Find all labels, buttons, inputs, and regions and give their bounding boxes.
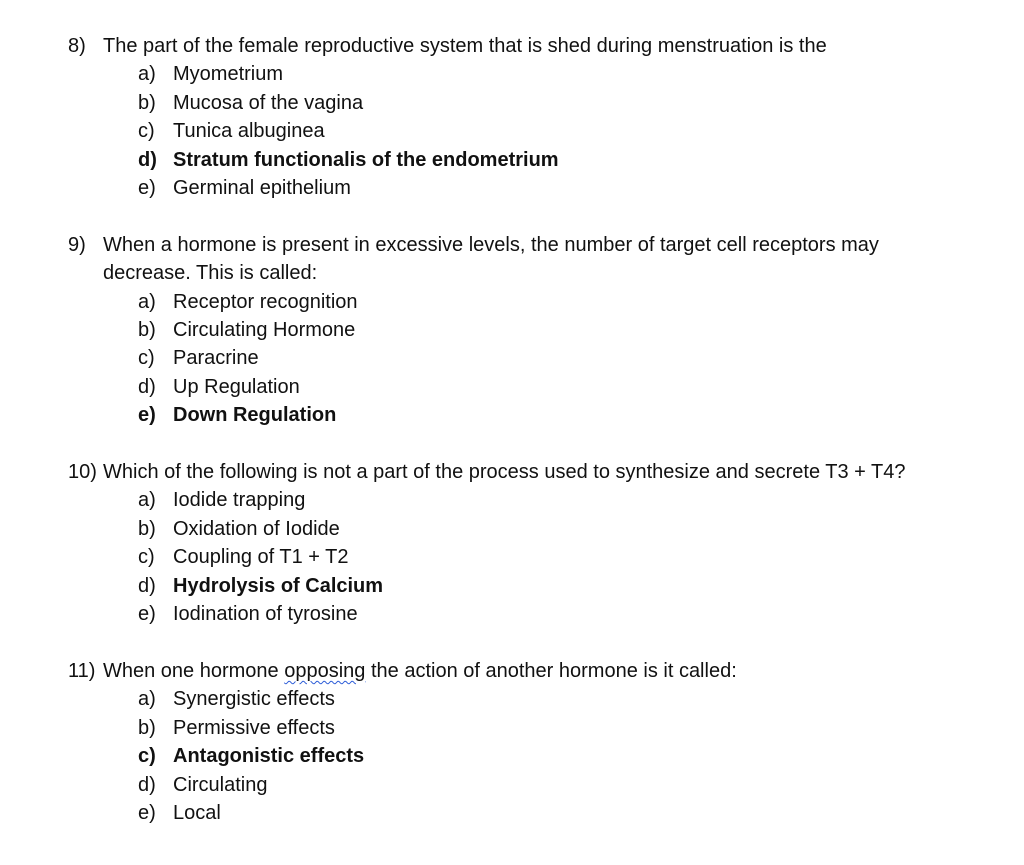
- option-text: Iodide trapping: [173, 489, 306, 512]
- option-d: [0, 771, 1024, 799]
- option-b: [0, 316, 1024, 344]
- question-number: 11): [68, 659, 96, 682]
- option-text: Oxidation of Iodide: [173, 517, 340, 540]
- option-b: [0, 714, 1024, 742]
- option-list: [0, 486, 1024, 628]
- option-letter: d): [138, 375, 156, 398]
- option-a: [0, 288, 1024, 316]
- option-text: Paracrine: [173, 347, 259, 370]
- option-e-answer: [0, 401, 1024, 429]
- option-letter: a): [138, 688, 156, 711]
- option-letter: d): [138, 574, 156, 597]
- option-letter: c): [138, 347, 155, 370]
- question-text-end: the action of another hormone is it called:: [365, 659, 737, 682]
- option-d-answer: [0, 146, 1024, 174]
- question-text: Which of the following is not a part of the process used to synthesize and secrete T3 + T4?: [103, 461, 906, 484]
- option-text: Local: [173, 801, 221, 824]
- option-d: [0, 373, 1024, 401]
- question-text: When a hormone is present in excessive levels, the number of target cell receptors may decrease. This is called:: [103, 233, 879, 285]
- option-text: Hydrolysis of Calcium: [173, 574, 384, 597]
- option-letter: e): [138, 404, 156, 427]
- option-letter: e): [138, 603, 156, 626]
- option-e: [0, 799, 1024, 827]
- option-letter: a): [138, 290, 156, 313]
- option-letter: e): [138, 177, 156, 200]
- question-stem: [0, 458, 1024, 486]
- option-text: Receptor recognition: [173, 290, 358, 313]
- option-letter: b): [138, 91, 156, 114]
- option-list: [0, 60, 1024, 202]
- option-text: Synergistic effects: [173, 688, 335, 711]
- option-e: [0, 600, 1024, 628]
- option-text: Stratum functionalis of the endometrium: [173, 148, 559, 171]
- option-text: Down Regulation: [173, 404, 337, 427]
- option-list: [0, 288, 1024, 430]
- spacer: [0, 430, 1024, 458]
- option-text: Tunica albuginea: [173, 120, 325, 143]
- option-d-answer: [0, 572, 1024, 600]
- option-letter: b): [138, 319, 156, 342]
- option-text: Circulating: [173, 773, 268, 796]
- spacer: [0, 202, 1024, 230]
- question-stem: [0, 657, 1024, 685]
- option-text: Antagonistic effects: [173, 745, 365, 768]
- option-text: Circulating Hormone: [173, 319, 356, 342]
- option-a: [0, 60, 1024, 88]
- option-text: Permissive effects: [173, 716, 335, 739]
- question-9: [0, 231, 1024, 430]
- option-letter: b): [138, 716, 156, 739]
- question-number: 9): [68, 233, 86, 256]
- question-number: 10): [68, 461, 97, 484]
- option-text: Germinal epithelium: [173, 177, 351, 200]
- option-text: Up Regulation: [173, 375, 300, 398]
- option-letter: d): [138, 773, 156, 796]
- question-11: [0, 657, 1024, 827]
- question-stem: [0, 231, 1024, 288]
- option-list: [0, 685, 1024, 827]
- option-text: Coupling of T1 + T2: [173, 546, 349, 569]
- question-text: The part of the female reproductive system that is shed during menstruation is the: [103, 35, 827, 57]
- question-8: [0, 32, 1024, 202]
- option-c: [0, 344, 1024, 372]
- option-b: [0, 89, 1024, 117]
- spacer: [0, 629, 1024, 657]
- option-c: [0, 117, 1024, 145]
- question-text-start: When one hormone: [103, 659, 285, 682]
- option-letter: c): [138, 546, 155, 569]
- option-e: [0, 174, 1024, 202]
- option-text: Myometrium: [173, 63, 284, 86]
- option-a: [0, 685, 1024, 713]
- spellcheck-flagged-word[interactable]: opposing: [284, 659, 366, 682]
- question-number: 8): [68, 35, 86, 57]
- option-c-answer: [0, 742, 1024, 770]
- option-letter: b): [138, 517, 156, 540]
- option-letter: e): [138, 801, 156, 824]
- option-text: Iodination of tyrosine: [173, 603, 358, 626]
- option-letter: c): [138, 745, 156, 768]
- option-letter: d): [138, 148, 157, 171]
- question-stem: [0, 32, 1024, 60]
- option-c: [0, 543, 1024, 571]
- question-10: [0, 458, 1024, 628]
- option-b: [0, 515, 1024, 543]
- document-page: [0, 32, 1024, 827]
- option-letter: a): [138, 489, 156, 512]
- option-a: [0, 486, 1024, 514]
- option-letter: c): [138, 120, 155, 143]
- option-text: Mucosa of the vagina: [173, 91, 364, 114]
- option-letter: a): [138, 63, 156, 86]
